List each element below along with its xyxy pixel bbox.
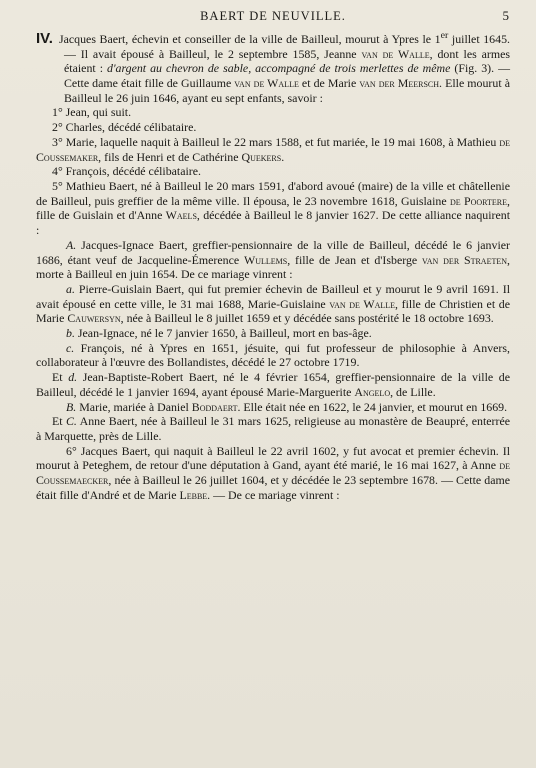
page-body xyxy=(36,29,510,502)
running-header xyxy=(36,6,510,26)
page-number: 5 xyxy=(502,8,510,23)
descendant-entry-c: c. François, né à Ypres en 1651, jésuite, qui fut professeur de philosophie à Anvers, collaborateur à l'œuvre des Bollandistes, décédé le 27 octobre 1719. xyxy=(36,340,510,370)
child-entry-5: 5° Mathieu Baert, né à Bailleul le 20 mars 1591, d'abord avoué (maire) de la ville et châtellenie de Bailleul, puis greffier de la même ville. Il épousa, le 23 novembre 1618, Guislaine de Poortere, fille de Guislain et d'Anne Waels, décédée à Bailleul le 8 janvier 1627. De cette alliance naquirent : xyxy=(36,179,511,238)
child-entry-6: 6° Jacques Baert, qui naquit à Bailleul le 22 avril 1602, y fut avocat et premier échevin. Il mourut à Peteghem, de retour d'une députation à Gand, ayant été marié, le 16 mai 1627, à Anne de Coussemaecker, née à Bailleul le 26 juillet 1604, et y décédée le 23 septembre 1678. — Cette dame était fille d'André et de Marie Lebbe. — De ce mariage vinrent : xyxy=(36,443,510,502)
paragraph-iv: IV. Jacques Baert, échevin et conseiller de la ville de Bailleul, mourut à Ypres le 1er juillet 1645. — Il avait épousé à Bailleul, le 2 septembre 1585, Jeanne van de Walle, dont les armes étaient : d'argent au chevron de sable, accompagné de trois merlettes de même (Fig. 3). — Cette dame était fille de Guillaume van de Walle et de Marie van der Meersch. Elle mourut à Bailleul le 26 juin 1646, ayant eu sept enfants, savoir : xyxy=(36,29,510,105)
grandchild-entry-A: A. Jacques-Ignace Baert, greffier-pensionnaire de la ville de Bailleul, décédé le 6 janvier 1686, étant veuf de Jacqueline-Émerence Wullems, fille de Jean et d'Isberge van der Straeten, morte à Bailleul en juin 1654. De ce mariage vinrent : xyxy=(36,237,510,282)
child-entry-4: 4° François, décédé célibataire. xyxy=(52,164,202,179)
descendant-entry-b: b. Jean-Ignace, né le 7 janvier 1650, à Bailleul, mort en bas-âge. xyxy=(66,326,372,341)
child-entry-3: 3° Marie, laquelle naquit à Bailleul le 22 mars 1588, et fut mariée, le 19 mai 1608, à Mathieu de Coussemaker, fils de Henri et de Cathérine Quekers. xyxy=(36,134,510,164)
descendant-entry-d: Et d. Jean-Baptiste-Robert Baert, né le 4 février 1654, greffier-pensionnaire de la ville de Bailleul, décédé le 1 janvier 1694, ayant épousé Marie-Marguerite Angelo, de Lille. xyxy=(36,370,510,399)
header-title: BAERT DE NEUVILLE. xyxy=(200,9,346,23)
grandchild-entry-B: B. Marie, mariée à Daniel Boddaert. Elle était née en 1622, le 24 janvier, et mourut en 1669. xyxy=(66,399,508,414)
section-numeral: IV. xyxy=(36,29,53,47)
grandchild-entry-C: Et C. Anne Baert, née à Bailleul le 31 mars 1625, religieuse au monastère de Beaupré, enterrée à Marquette, près de Lille. xyxy=(36,414,510,443)
child-entry-2: 2° Charles, décédé célibataire. xyxy=(52,120,197,135)
descendant-entry-a: a. Pierre-Guislain Baert, qui fut premier échevin de Bailleul et y mourut le 9 avril 1691. Il avait épousé en cette ville, le 31 mai 1688, Marie-Guislaine van de Walle, fille de Christien et de Marie Cauwersyn, née à Bailleul le 8 juillet 1659 et y décédée sans postérité le 18 octobre 1693. xyxy=(36,281,510,326)
child-entry-1: 1° Jean, qui suit. xyxy=(52,105,132,120)
